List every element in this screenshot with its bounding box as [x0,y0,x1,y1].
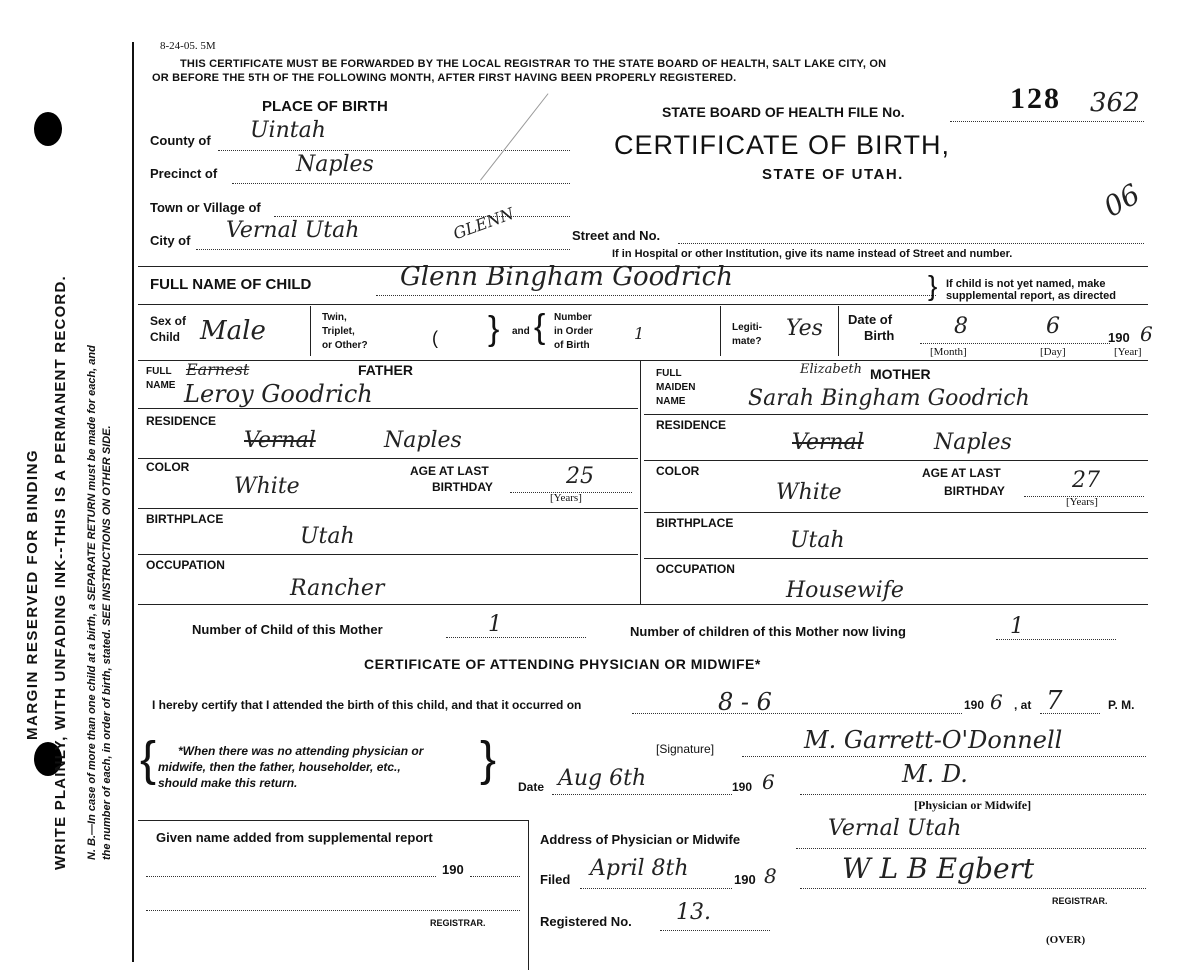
mother-name-label: NAME [656,396,686,407]
dob-day-label: [Day] [1040,346,1066,358]
city-annotation: GLENN [450,203,517,244]
twin-brace: } [488,310,500,348]
father-age-label-1: AGE AT LAST [410,464,489,478]
father-heading: FATHER [358,362,413,378]
hospital-note: If in Hospital or other Institution, give its name instead of Street and number. [612,248,1013,260]
corner-mark: 06 [1098,177,1146,224]
twin-label-2: Triplet, [322,326,355,337]
father-age-value: 25 [566,464,594,489]
and-label: and [512,326,530,337]
supplemental-right-rule [528,820,529,970]
mother-residence-value: Naples [934,430,1012,455]
binding-hole-top [34,112,62,146]
mother-full-label: FULL [656,368,682,379]
father-years-label: [Years] [550,492,582,504]
mother-name-rule [644,414,1148,415]
margin-nb-text-1: N. B.—In case of more than one child at a birth, a SEPARATE RETURN must be made for each, and [86,345,98,860]
mother-birthplace-rule [644,558,1148,559]
margin-permanent-record-text: WRITE PLAINLY, WITH UNFADING INK--THIS IS A PERMANENT RECORD. [52,275,69,870]
city-label: City of [150,233,191,248]
physician-occurred-line [632,713,962,714]
role-label: [Physician or Midwife] [914,798,1032,812]
physician-pm-label: P. M. [1108,698,1135,712]
filed-year-suffix: 8 [764,864,777,888]
children-living-line [996,639,1116,640]
legit-label-2: mate? [732,336,762,347]
city-value: Vernal Utah [226,218,360,243]
physician-year-prefix: 190 [964,698,985,712]
physician-occurred-value: 8 - 6 [718,688,772,716]
street-label: Street and No. [572,228,661,243]
town-line [274,216,570,217]
margin-nb-text-2: the number of each, in order of birth, stated. SEE INSTRUCTIONS ON OTHER SIDE. [101,425,113,860]
order-divider [720,306,721,356]
child-name-line [376,295,936,296]
child-name-label: FULL NAME OF CHILD [150,276,312,293]
mother-color-label: COLOR [656,464,700,478]
note-brace-right: } [480,733,497,786]
rule-name-bottom [138,304,1148,305]
father-name-rule [138,408,638,409]
city-line [196,249,570,250]
child-number-label: Number of Child of this Mother [192,622,383,637]
sex-value: Male [200,316,266,346]
father-occupation-label: OCCUPATION [146,558,225,572]
father-color-value: White [234,474,300,499]
legit-divider [838,306,839,356]
physician-time-line [1040,713,1100,714]
parents-divider [640,360,641,604]
physician-note-1: *When there was no attending physician or [178,744,424,758]
dob-line [920,343,1110,344]
dob-month: 8 [954,314,968,339]
supplemental-registrar-label: REGISTRAR. [430,918,486,928]
file-handwritten-number: 362 [1090,88,1140,118]
mother-age-label-2: BIRTHDAY [944,484,1005,498]
physician-note-2: midwife, then the father, householder, etc., [158,760,401,774]
order-label-1: Number [554,312,592,323]
signature-line [742,756,1146,757]
child-name-brace: } [928,270,938,301]
supplemental-name-line [146,876,436,877]
children-living-label: Number of children of this Mother now living [630,624,906,639]
dob-day: 6 [1046,314,1060,339]
father-residence-label: RESIDENCE [146,414,217,428]
father-residence-struck: Vernal [244,428,316,453]
registered-line [660,930,770,931]
mother-name-insert: Elizabeth [800,362,863,377]
registrar-line [800,888,1146,889]
top-notice-line1: THIS CERTIFICATE MUST BE FORWARDED BY THE LOCAL REGISTRAR TO THE STATE BOARD OF HEALTH, SALT LAKE CITY, ON [180,58,887,70]
legit-value: Yes [786,316,823,341]
father-birthplace-label: BIRTHPLACE [146,512,224,526]
child-number-line [446,637,586,638]
form-left-border [132,42,134,962]
father-birthplace-rule [138,554,638,555]
dob-year-prefix: 190 [1108,330,1130,345]
registered-value: 13. [676,900,711,925]
precinct-line [232,183,570,184]
mother-occupation-value: Housewife [786,578,904,603]
child-name-value: Glenn Bingham Goodrich [400,262,733,292]
place-of-birth-heading: PLACE OF BIRTH [262,98,388,115]
date-value: Aug 6th [558,766,647,791]
mother-name-value: Sarah Bingham Goodrich [748,386,1030,411]
rule-parents-top [138,360,1148,361]
dob-month-label: [Month] [930,346,967,358]
county-value: Uintah [250,118,326,143]
precinct-value: Naples [296,152,374,177]
twin-label-3: or Other? [322,340,368,351]
date-year-suffix: 6 [762,770,775,794]
father-residence-value: Naples [384,428,462,453]
order-value: 1 [634,324,645,343]
precinct-label: Precinct of [150,166,218,181]
mother-age-value: 27 [1072,468,1100,493]
physician-at-label: , at [1014,698,1032,712]
dob-year-suffix: 6 [1140,322,1153,346]
mother-maiden-label: MAIDEN [656,382,696,393]
mother-years-label: [Years] [1066,496,1098,508]
father-name-label: NAME [146,380,176,391]
physician-heading: CERTIFICATE OF ATTENDING PHYSICIAN OR MIDWIFE* [364,656,761,672]
dob-year-label: [Year] [1114,346,1142,358]
file-number: 128 [1010,82,1061,115]
mother-occupation-label: OCCUPATION [656,562,735,576]
supplemental-top-rule [138,820,528,821]
supplemental-label: Given name added from supplemental report [156,830,433,845]
child-name-note-2: supplemental report, as directed [946,290,1116,302]
father-birthplace-value: Utah [300,524,355,549]
father-occupation-value: Rancher [290,576,385,601]
physician-time-value: 7 [1046,686,1063,716]
child-number-value: 1 [488,612,502,637]
order-label-3: of Birth [554,340,590,351]
address-line [796,848,1146,849]
town-label: Town or Village of [150,200,261,215]
filed-label: Filed [540,872,571,887]
mother-residence-rule [644,460,1148,461]
date-line [552,794,732,795]
file-number-line [950,121,1144,122]
children-living-value: 1 [1010,614,1024,639]
father-age-label-2: BIRTHDAY [432,480,493,494]
physician-note-3: should make this return. [158,776,298,790]
mother-color-rule [644,512,1148,513]
dob-label-1: Date of [848,312,893,327]
supplemental-year: 190 [442,862,464,877]
physician-year-suffix: 6 [990,690,1003,714]
twin-label-1: Twin, [322,312,347,323]
address-value: Vernal Utah [828,816,962,841]
mother-residence-label: RESIDENCE [656,418,727,432]
file-number-label: STATE BOARD OF HEALTH FILE No. [662,104,905,120]
filed-year-prefix: 190 [734,872,756,887]
order-brace: { [534,308,546,346]
twin-value-mark: ( [432,328,438,348]
father-name-struck: Earnest [186,360,250,379]
filed-line [580,888,732,889]
address-label: Address of Physician or Midwife [540,832,741,847]
county-label: County of [150,133,211,148]
sex-label-1: Sex of [150,314,187,328]
note-brace-left: { [140,733,157,786]
county-line [218,150,570,151]
physician-certify-text: I hereby certify that I attended the birth of this child, and that it occurred on [152,698,582,712]
sex-divider [310,306,311,356]
certificate-subtitle: STATE OF UTAH. [762,166,904,183]
mother-age-label-1: AGE AT LAST [922,466,1001,480]
registered-label: Registered No. [540,914,632,929]
pencil-stroke [480,93,549,180]
margin-binding-text: MARGIN RESERVED FOR BINDING [24,448,41,740]
initials-line [800,794,1146,795]
street-line [678,243,1144,244]
signature-label: [Signature] [656,742,715,756]
supplemental-year-line [470,876,520,877]
dob-label-2: Birth [864,328,895,343]
form-code: 8-24-05. 5M [160,40,216,52]
date-year-prefix: 190 [732,780,753,794]
top-notice-line2: OR BEFORE THE 5TH OF THE FOLLOWING MONTH, AFTER FIRST HAVING BEEN PROPERLY REGISTERED. [152,72,737,84]
signature-value: M. Garrett-O'Donnell [804,726,1063,754]
certificate-title: CERTIFICATE OF BIRTH, [614,130,951,160]
mother-color-value: White [776,480,842,505]
mother-birthplace-value: Utah [790,528,845,553]
date-label: Date [518,780,545,794]
child-name-note-1: If child is not yet named, make [946,278,1106,290]
supplemental-registrar-line [146,910,520,911]
mother-residence-struck: Vernal [792,430,864,455]
mother-heading: MOTHER [870,366,931,382]
filed-value: April 8th [590,856,689,881]
order-label-2: in Order [554,326,593,337]
registrar-signature: W L B Egbert [842,852,1035,885]
rule-parents-bottom [138,604,1148,605]
sex-label-2: Child [150,330,180,344]
father-residence-rule [138,458,638,459]
father-name-value: Leroy Goodrich [184,380,373,408]
over-label: (OVER) [1046,934,1086,946]
father-full-label: FULL [146,366,172,377]
legit-label-1: Legiti- [732,322,762,333]
mother-birthplace-label: BIRTHPLACE [656,516,734,530]
registrar-label: REGISTRAR. [1052,896,1108,906]
initials-value: M. D. [902,760,968,788]
father-color-label: COLOR [146,460,190,474]
father-color-rule [138,508,638,509]
